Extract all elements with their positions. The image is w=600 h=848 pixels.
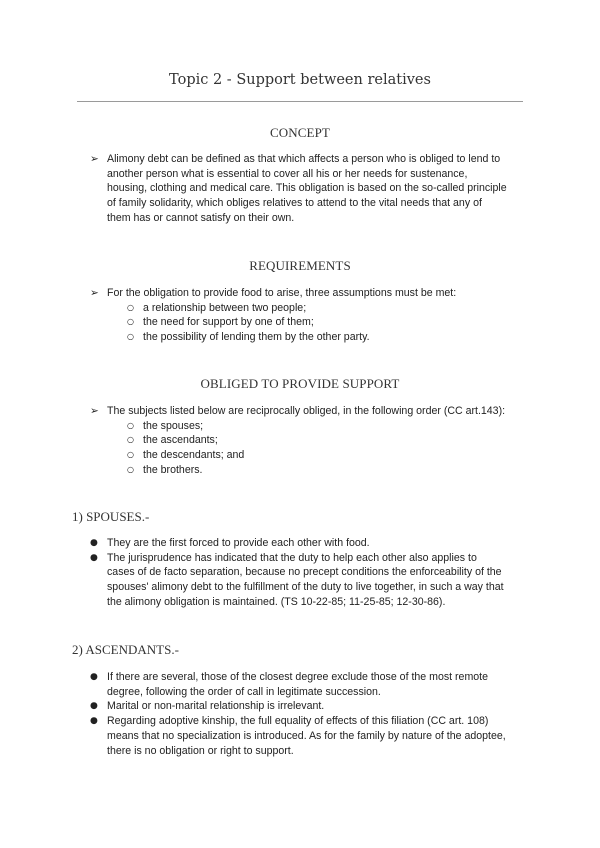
arrow-bullet-icon: ➢ [90,405,99,417]
concept-line: of family solidarity, which obliges relatives to attend to the vital needs that any of [107,197,482,210]
list-item-line: The jurisprudence has indicated that the duty to help each other also applies to [107,551,477,564]
list-item: a relationship between two people; [143,301,307,314]
list-item: They are the first forced to provide each other with food. [107,537,370,549]
document-title: Topic 2 - Support between relatives [169,72,431,88]
concept-line: Alimony debt can be defined as that which affects a person who is obliged to lend to [107,153,501,165]
obliged-heading: OBLIGED TO PROVIDE SUPPORT [200,376,400,391]
dot-bullet-icon: ● [90,552,98,563]
list-item: the brothers. [143,463,203,476]
list-item-line: spouses' alimony debt to the fulfillment of the duty to live together, in such a way that [107,581,504,594]
dot-bullet-icon: ● [90,701,98,712]
list-item-line: Regarding adoptive kinship, the full equality of effects of this filiation (CC art. 108) [107,715,489,728]
circle-bullet-icon: ○ [127,464,134,474]
list-item: the spouses; [143,419,204,432]
dot-bullet-icon: ● [90,716,98,727]
circle-bullet-icon: ○ [127,420,134,430]
arrow-bullet-icon: ➢ [90,287,99,299]
requirements-intro: For the obligation to provide food to arise, three assumptions must be met: [107,287,457,299]
list-item: Marital or non-marital relationship is irrelevant. [107,700,325,713]
circle-bullet-icon: ○ [127,435,134,445]
list-item: the descendants; and [143,449,245,462]
dot-bullet-icon: ● [90,672,98,682]
obliged-intro: The subjects listed below are reciprocally obliged, in the following order (CC art.143): [107,405,506,417]
concept-line: them has or cannot satisfy on their own. [107,211,295,224]
dot-bullet-icon: ● [90,538,98,548]
arrow-bullet-icon: ➢ [90,153,99,165]
circle-bullet-icon: ○ [127,302,134,312]
list-item-line: If there are several, those of the closest degree exclude those of the most remote [107,671,488,683]
circle-bullet-icon: ○ [127,332,134,342]
circle-bullet-icon: ○ [127,317,134,327]
list-item: the need for support by one of them; [143,316,314,329]
concept-line: housing, clothing and medical care. This obligation is based on the so-called principle [107,182,507,195]
list-item-line: degree, following the order of call in legitimate succession. [107,685,381,698]
list-item: the ascendants; [143,434,218,447]
title-divider [77,101,523,102]
requirements-heading: REQUIREMENTS [249,258,351,273]
list-item-line: there is no obligation or right to support. [107,744,294,757]
concept-line: another person what is essential to cover all his or her needs for sustenance, [107,167,468,180]
spouses-heading: 1) SPOUSES.- [72,509,150,524]
list-item-line: cases of de facto separation, because no precept conditions the enforceability of the [107,566,502,579]
ascendants-heading: 2) ASCENDANTS.- [72,642,179,657]
list-item-line: the alimony obligation is maintained. (TS 10-22-85; 11-25-85; 12-30-86). [107,595,446,608]
circle-bullet-icon: ○ [127,450,134,460]
concept-heading: CONCEPT [270,125,330,140]
list-item: the possibility of lending them by the other party. [143,331,370,344]
list-item-line: means that no specialization is introduced. As for the family by nature of the adoptee, [107,729,506,742]
